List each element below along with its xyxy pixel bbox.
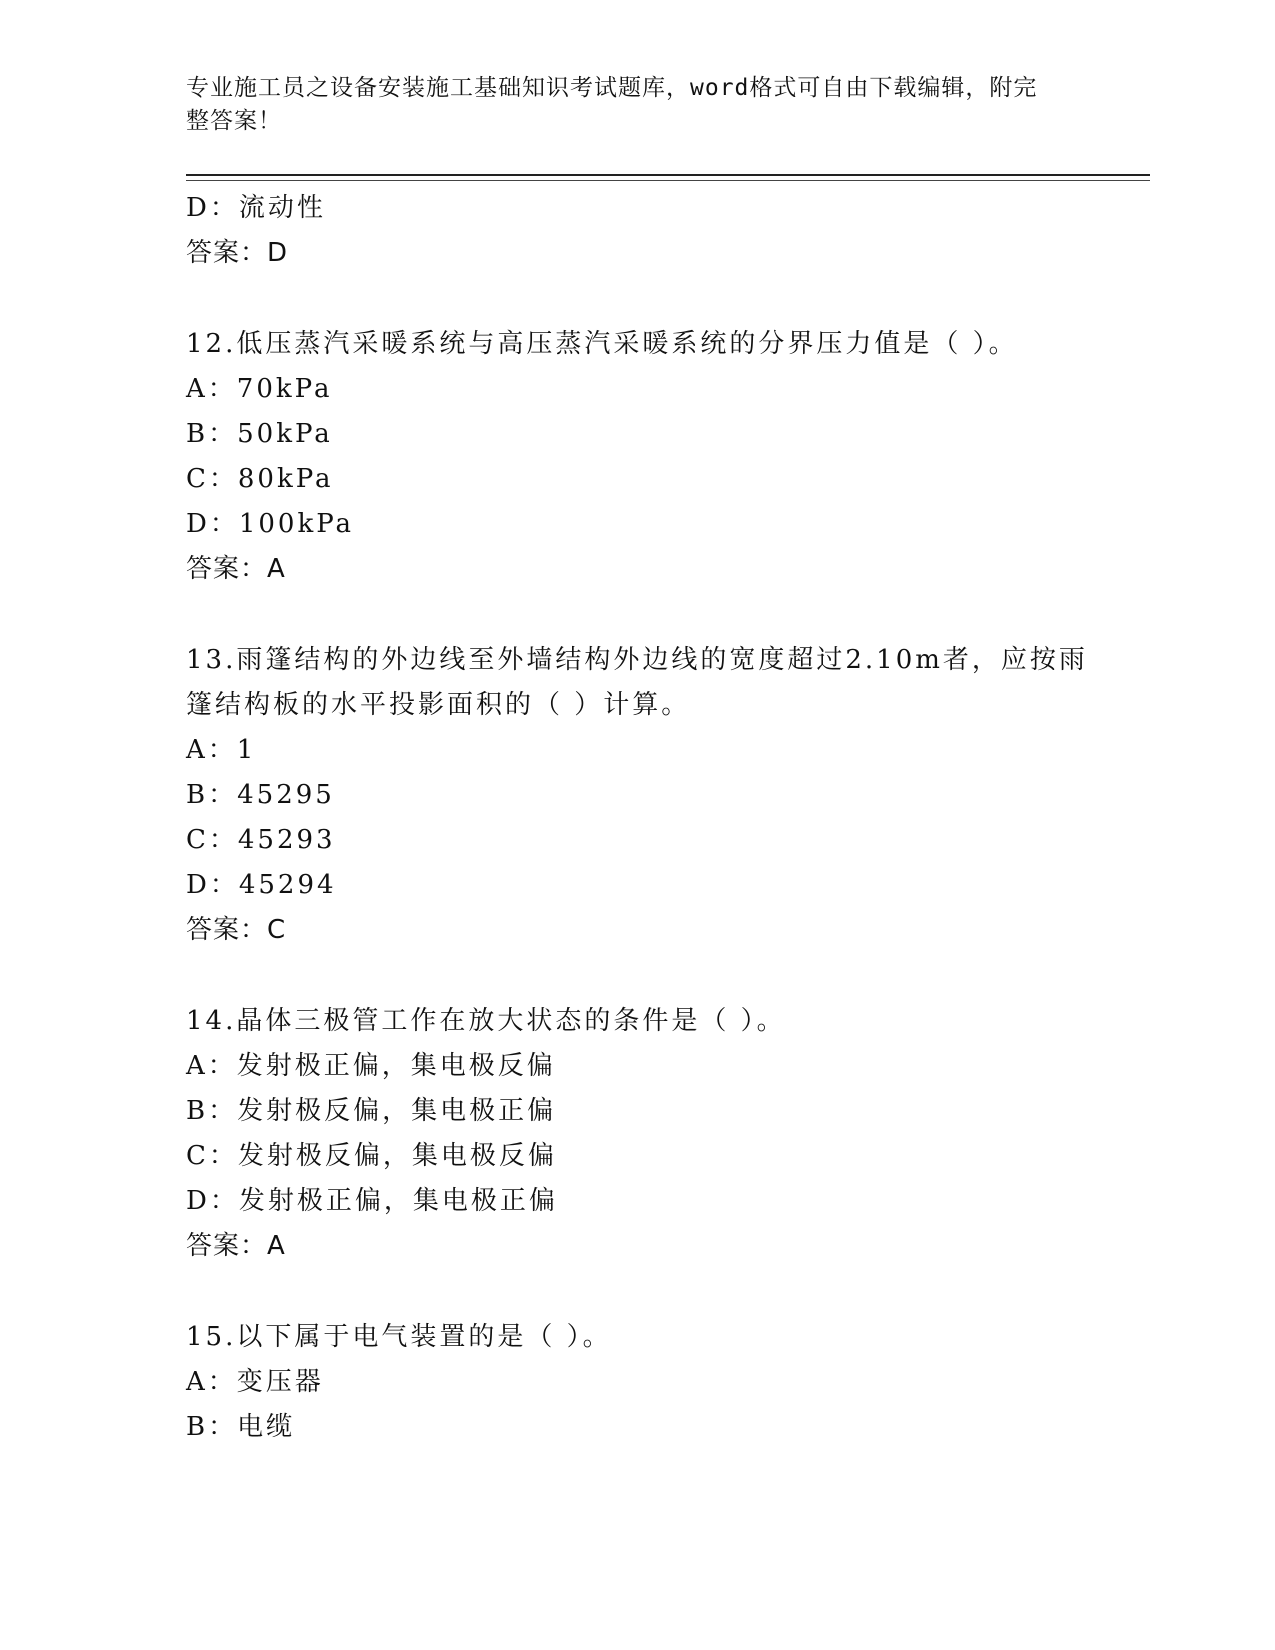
spacer	[186, 276, 1086, 322]
option-b: B：发射极反偏，集电极正偏	[186, 1096, 557, 1126]
question-12	[186, 322, 1086, 592]
spacer	[186, 953, 1086, 999]
option-b: B：50kPa	[186, 419, 333, 449]
question-stem: 14.晶体三极管工作在放大状态的条件是（ ）。	[186, 1006, 786, 1036]
answer-line: 答案：A	[186, 554, 286, 584]
question-15	[186, 1315, 1086, 1450]
option-d: D：发射极正偏，集电极正偏	[186, 1186, 558, 1216]
answer-line: 答案：D	[186, 238, 289, 268]
header-line-1: 专业施工员之设备安装施工基础知识考试题库，word格式可自由下载编辑，附完	[186, 75, 1038, 101]
question-14	[186, 999, 1086, 1269]
option-b: B：电缆	[186, 1412, 296, 1442]
question-list	[186, 186, 1086, 1450]
answer-line: 答案：C	[186, 915, 287, 945]
option-c: C：发射极反偏，集电极反偏	[186, 1141, 557, 1171]
option-a: A：1	[186, 735, 257, 765]
question-11-tail	[186, 186, 1086, 276]
answer-line: 答案：A	[186, 1231, 286, 1261]
spacer	[186, 592, 1086, 638]
option-a: A：发射极正偏，集电极反偏	[186, 1051, 556, 1081]
option-c: C：45293	[186, 825, 336, 855]
question-stem: 15.以下属于电气装置的是（ ）。	[186, 1322, 612, 1352]
spacer	[186, 1269, 1086, 1315]
question-stem-line-2: 篷结构板的水平投影面积的（ ）计算。	[186, 690, 691, 720]
question-stem-line-1: 13.雨篷结构的外边线至外墙结构外边线的宽度超过2.10m者，应按雨	[186, 645, 1088, 675]
option-d: D：100kPa	[186, 509, 355, 539]
option-d: D：45294	[186, 870, 337, 900]
option-a: A：变压器	[186, 1367, 324, 1397]
option-b: B：45295	[186, 780, 335, 810]
question-stem: 12.低压蒸汽采暖系统与高压蒸汽采暖系统的分界压力值是（ ）。	[186, 329, 1018, 359]
document-header	[186, 72, 1066, 138]
header-divider-thin	[186, 180, 1150, 181]
option-c: C：80kPa	[186, 464, 334, 494]
question-13	[186, 638, 1086, 953]
option-a: A：70kPa	[186, 374, 333, 404]
header-line-2: 整答案！	[186, 108, 282, 134]
header-divider-thick	[186, 174, 1150, 176]
option-d: D：流动性	[186, 193, 326, 223]
